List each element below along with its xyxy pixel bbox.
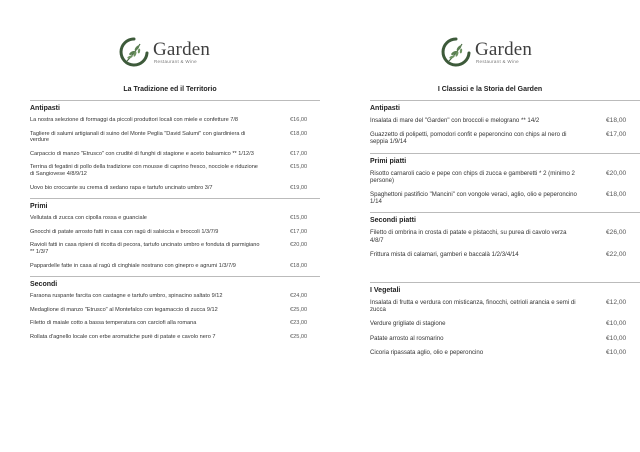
- dish-price: €18,00: [606, 117, 627, 124]
- dish-price: €25,00: [290, 306, 308, 313]
- olive-branch-logo-icon: [118, 36, 150, 68]
- menu-item: [370, 170, 640, 184]
- dish-price: €24,00: [290, 293, 308, 300]
- menu-item: [30, 307, 320, 314]
- dish-description: Pappardelle fatte in casa al ragù di cinghiale nostrano con ginepro e agrumi 1/3/7/9: [30, 262, 236, 269]
- menu-item: [30, 215, 320, 222]
- menu-page-left: [20, 0, 320, 452]
- right-page-title: I Classici e la Storia del Garden: [437, 86, 543, 93]
- brand-subtitle: Restaurant & Wine: [154, 58, 197, 64]
- dish-price: €15,00: [290, 164, 308, 171]
- dish-price: €10,00: [606, 320, 627, 328]
- menu-item: [370, 131, 640, 145]
- dish-description: Medaglione di manzo "Etrusco" al Montefalco con tegamaccio di zucca 9/12: [30, 306, 218, 313]
- left-menu: [30, 100, 320, 348]
- menu-item: [30, 117, 320, 124]
- dish-price: €10,00: [606, 334, 627, 342]
- dish-price: €25,00: [290, 333, 308, 340]
- dish-price: €22,00: [606, 250, 627, 258]
- menu-item: [30, 229, 320, 236]
- dish-price: €10,00: [606, 348, 627, 356]
- menu-item: [370, 320, 640, 327]
- dish-description: Spaghettoni pastificio "Mancini" con vongole veraci, aglio, olio e peperoncino 1/14: [370, 191, 577, 206]
- category-heading: Secondi: [30, 276, 320, 288]
- dish-price: €16,00: [290, 117, 308, 123]
- right-menu: [370, 100, 640, 363]
- menu-item: [30, 164, 320, 177]
- dish-price: €17,00: [290, 228, 308, 235]
- garden-logo: [118, 36, 210, 68]
- menu-item: [30, 242, 320, 255]
- left-page-title: La Tradizione ed il Territorio: [123, 86, 217, 93]
- dish-description: Uovo bio croccante su crema di sedano rapa e tartufo uncinato umbro 3/7: [30, 184, 213, 191]
- dish-description: Vellutata di zucca con cipolla rossa e guanciale: [30, 215, 147, 222]
- dish-price: €26,00: [606, 229, 627, 237]
- dish-description: Risotto carnaroli cacio e pepe con chips di zucca e gamberetti * 2 (minimo 2 persone): [370, 169, 575, 184]
- category-heading: Primi piatti: [370, 153, 640, 165]
- dish-price: €20,00: [606, 169, 627, 177]
- dish-description: Terrina di fegatini di pollo della tradizione con mousse di caprino fresco, nocciole e riduzione di Sangiovese 4/8/9/12: [30, 164, 258, 177]
- dish-description: Verdure grigliate di stagione: [370, 320, 446, 328]
- brand-subtitle: Restaurant & Wine: [476, 58, 519, 64]
- dish-price: €12,00: [606, 299, 627, 307]
- dish-price: €18,00: [290, 130, 308, 137]
- brand-name: Garden: [153, 38, 211, 60]
- menu-item: [30, 334, 320, 341]
- category-heading: Antipasti: [370, 100, 640, 112]
- dish-price: €23,00: [290, 320, 308, 327]
- dish-description: Insalata di mare del "Garden" con broccoli e melograno ** 14/2: [370, 117, 540, 124]
- dish-description: Patate arrosto al rosmarino: [370, 334, 444, 342]
- dish-description: Frittura mista di calamari, gamberi e baccalà 1/2/3/4/14: [370, 250, 519, 258]
- olive-branch-logo-icon: [440, 36, 472, 68]
- menu-page-right: [330, 0, 630, 452]
- dish-description: Insalata di frutta e verdura con misticanza, finocchi, cetrioli arancia e semi di zucca: [370, 299, 576, 314]
- dish-description: Guazzetto di polipetti, pomodori confit e peperoncino con chips al nero di seppia 1/9/14: [370, 131, 567, 146]
- menu-item: [30, 185, 320, 192]
- dish-price: €15,00: [290, 215, 308, 222]
- menu-item: [370, 299, 640, 313]
- dish-description: Tagliere di salumi artigianali di suino del Monte Peglia "David Salumi" con giardiniera di verdure: [30, 130, 246, 144]
- dish-price: €18,00: [606, 191, 627, 199]
- dish-description: La nostra selezione di formaggi da piccoli produttori locali con miele e confetture 7/8: [30, 117, 239, 123]
- category-heading: Primi: [30, 198, 320, 210]
- garden-logo: [440, 36, 532, 68]
- dish-description: Gnocchi di patate arrosto fatti in casa con ragù di salsiccia e broccoli 1/3/7/9: [30, 228, 219, 235]
- menu-item: [370, 229, 640, 243]
- menu-item: [370, 251, 640, 258]
- dish-description: Ravioli fatti in casa ripieni di ricotta di pecora, tartufo uncinato umbro e fonduta di parmigiano ** 1/3/7: [30, 242, 260, 255]
- dish-description: Rollata d'agnello locale con erbe aromatiche purè di patate e cavolo nero 7: [30, 333, 216, 340]
- menu-item: [30, 320, 320, 327]
- dish-price: €17,00: [290, 150, 308, 157]
- dish-description: Cicoria ripassata aglio, olio e peperoncino: [370, 348, 484, 356]
- menu-item: [370, 335, 640, 342]
- dish-description: Carpaccio di manzo "Etrusco" con crudité di funghi di stagione e aceto balsamico ** 1/12/3: [30, 150, 254, 157]
- dish-price: €19,00: [290, 184, 308, 191]
- category-heading: Antipasti: [30, 100, 320, 112]
- dish-description: Filetto di maiale cotto a bassa temperatura con carciofi alla romana: [30, 320, 197, 327]
- menu-item: [370, 191, 640, 205]
- brand-name: Garden: [475, 38, 533, 60]
- dish-description: Filetto di ombrina in crosta di patate e pistacchi, su purea di cavolo verza 4/8/7: [370, 229, 567, 244]
- dish-description: Faraona ruspante farcita con castagne e tartufo umbro, spinacino saltato 9/12: [30, 293, 223, 300]
- menu-item: [30, 151, 320, 158]
- dish-price: €18,00: [290, 262, 308, 269]
- menu-item: [370, 349, 640, 356]
- menu-item: [370, 117, 640, 124]
- dish-price: €20,00: [290, 242, 308, 249]
- menu-item: [30, 263, 320, 270]
- menu-item: [30, 293, 320, 300]
- category-heading: Secondi piatti: [370, 212, 640, 224]
- menu-item: [30, 131, 320, 144]
- dish-price: €17,00: [606, 131, 627, 139]
- category-heading: I Vegetali: [370, 282, 640, 294]
